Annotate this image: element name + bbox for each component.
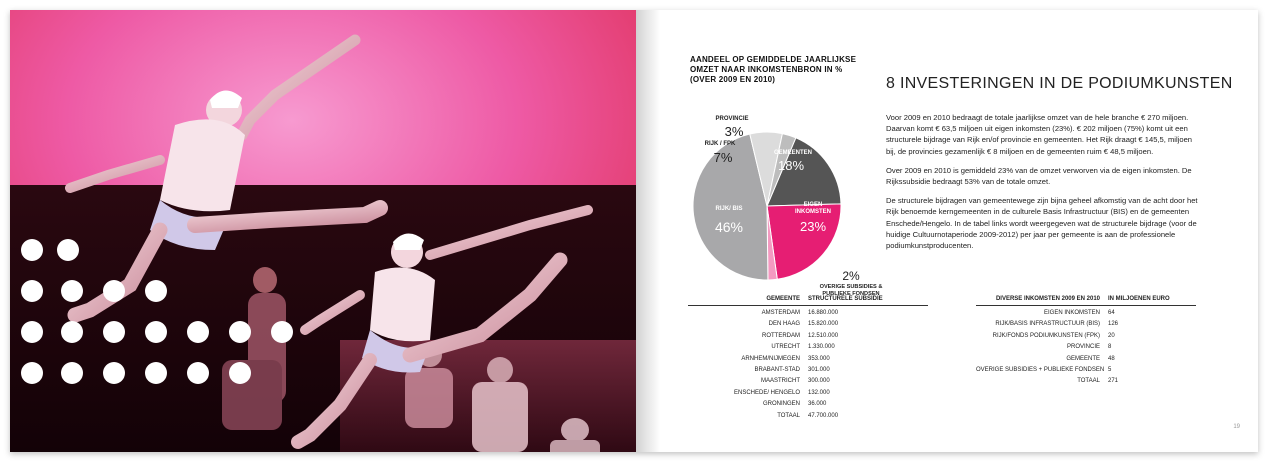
income-value: 64 bbox=[1108, 310, 1115, 316]
subsidy-label: BRABANT-STAD bbox=[754, 366, 800, 373]
ballet-dancers-photo bbox=[10, 10, 636, 452]
slice-label: RIJK / FPK bbox=[704, 141, 736, 147]
subsidy-label: GRONINGEN bbox=[762, 401, 800, 408]
subsidy-value: 16.880.000 bbox=[808, 310, 839, 316]
subsidy-row bbox=[688, 342, 928, 353]
income-label: OVERIGE SUBSIDIES + PUBLIEKE FONDSEN bbox=[976, 366, 1105, 373]
header-inkomsten: DIVERSE INKOMSTEN 2009 EN 2010 bbox=[995, 296, 1100, 302]
paragraph-3: De structurele bijdragen van gemeentewege zijn bijna geheel afkomstig van de acht door het Rijk benoemde kerngemeenten in de culturele Basis Infrastructuur (BIS) en de gemeenten Enschede/Hengelo. In de tabel links wordt weergegeven wat de structurele bijdrage (voor de huidige Cultuurnotaperiode 2009-2012) per jaar per gemeente is aan de professionele podiumkunstproducenten. bbox=[886, 196, 1198, 251]
income-value: 126 bbox=[1108, 321, 1119, 328]
subsidy-value: 300.000 bbox=[808, 378, 830, 385]
subsidy-label: ARNHEM/NIJMEGEN bbox=[741, 355, 800, 362]
income-label: GEMEENTE bbox=[1066, 355, 1100, 362]
income-row bbox=[976, 354, 1196, 365]
slice-percent: 7% bbox=[713, 150, 733, 165]
subsidy-label: DEN HAAG bbox=[768, 321, 800, 328]
slice-label: GEMEENTEN bbox=[773, 150, 813, 156]
income-row bbox=[976, 308, 1196, 319]
subsidy-value: 15.820.000 bbox=[808, 321, 839, 328]
subsidy-row bbox=[688, 365, 928, 376]
income-label: RIJK/FONDS PODIUMKUNSTEN (FPK) bbox=[992, 332, 1100, 339]
header-subsidie: STRUCTURELE SUBSIDIE bbox=[808, 296, 883, 302]
slice-percent: 46% bbox=[714, 219, 744, 235]
subsidy-value: 1.330.000 bbox=[808, 344, 835, 351]
subsidy-row bbox=[688, 308, 928, 319]
body-text bbox=[886, 112, 1201, 259]
subsidy-table-header bbox=[688, 294, 928, 306]
income-label: EIGEN INKOMSTEN bbox=[1043, 310, 1100, 316]
income-row bbox=[976, 319, 1196, 330]
subsidy-label: ROTTERDAM bbox=[762, 332, 800, 339]
subsidy-row bbox=[688, 354, 928, 365]
income-label: RIJK/BASIS INFRASTRUCTUUR (BIS) bbox=[995, 321, 1100, 328]
chart-title: AANDEEL OP GEMIDDELDE JAARLIJKSE OMZET NAAR INKOMSTENBRON IN % (OVER 2009 EN 2010) bbox=[690, 55, 857, 84]
subsidy-value: 132.000 bbox=[808, 389, 830, 396]
subsidy-value: 353.000 bbox=[808, 355, 830, 362]
income-row bbox=[976, 376, 1196, 387]
slice-percent: 2% bbox=[842, 269, 860, 283]
subsidy-value: 301.000 bbox=[808, 366, 830, 373]
subsidy-label: AMSTERDAM bbox=[761, 310, 800, 316]
pie-slice bbox=[767, 204, 841, 279]
slice-percent: 3% bbox=[724, 124, 744, 139]
subsidy-table bbox=[688, 294, 928, 422]
pie-chart bbox=[688, 115, 888, 295]
header-gemeente: GEMEENTE bbox=[766, 296, 800, 302]
income-value: 271 bbox=[1108, 378, 1119, 385]
subsidy-label: MAASTRICHT bbox=[761, 378, 800, 385]
income-value: 8 bbox=[1108, 344, 1112, 351]
income-row bbox=[976, 331, 1196, 342]
income-value: 48 bbox=[1108, 355, 1115, 362]
subsidy-row bbox=[688, 319, 928, 330]
slice-label: PROVINCIE bbox=[715, 116, 749, 122]
subsidy-value: 36.000 bbox=[808, 401, 827, 408]
paragraph-2: Over 2009 en 2010 is gemiddeld 23% van de omzet verworven via de eigen inkomsten. De Rijkssubsidie bedraagt 53% van de totale omzet. bbox=[886, 165, 1192, 187]
subsidy-label: UTRECHT bbox=[771, 344, 800, 351]
income-label: PROVINCIE bbox=[1066, 344, 1100, 351]
subsidy-row bbox=[688, 388, 928, 399]
header-miljoenen: IN MILJOENEN EURO bbox=[1108, 296, 1170, 302]
slice-label: RIJK/ BIS bbox=[715, 206, 743, 212]
subsidy-label: TOTAAL bbox=[777, 412, 800, 419]
subsidy-row bbox=[688, 376, 928, 387]
income-table-header bbox=[976, 294, 1196, 306]
income-table bbox=[976, 294, 1196, 388]
brochure-spread bbox=[10, 10, 1258, 452]
page-number: 19 bbox=[1233, 424, 1240, 430]
right-page bbox=[636, 10, 1258, 452]
subsidy-row bbox=[688, 331, 928, 342]
subsidy-row bbox=[688, 411, 928, 422]
income-label: TOTAAL bbox=[1077, 378, 1100, 385]
slice-label: OVERIGE SUBSIDIES & PUBLIEKE FONDSEN bbox=[819, 284, 883, 295]
income-value: 20 bbox=[1108, 332, 1115, 339]
subsidy-value: 12.510.000 bbox=[808, 332, 839, 339]
paragraph-1: Voor 2009 en 2010 bedraagt de totale jaarlijkse omzet van de hele branche € 270 miljoen. Daarvan komt € 63,5 miljoen uit eigen inkomsten (23%). € 202 miljoen (75%) komt uit een structurele bijdrage van Rijk en/of provincie en gemeenten. Het Rijk draagt € 145,5, miljoen bij, de provincies gezamenlijk € 8 miljoen en de gemeenten ruim € 48,5 miljoen. bbox=[886, 113, 1193, 156]
income-row bbox=[976, 342, 1196, 353]
income-value: 5 bbox=[1108, 366, 1112, 373]
slice-percent: 23% bbox=[799, 219, 827, 234]
slice-percent: 18% bbox=[777, 158, 805, 173]
page-heading: 8 INVESTERINGEN IN DE PODIUMKUNSTEN bbox=[886, 75, 1233, 92]
slice-label: EIGEN INKOMSTEN bbox=[795, 202, 831, 215]
subsidy-row bbox=[688, 399, 928, 410]
subsidy-label: ENSCHEDE/ HENGELO bbox=[733, 389, 800, 396]
income-row bbox=[976, 365, 1196, 376]
subsidy-value: 47.700.000 bbox=[808, 412, 839, 419]
